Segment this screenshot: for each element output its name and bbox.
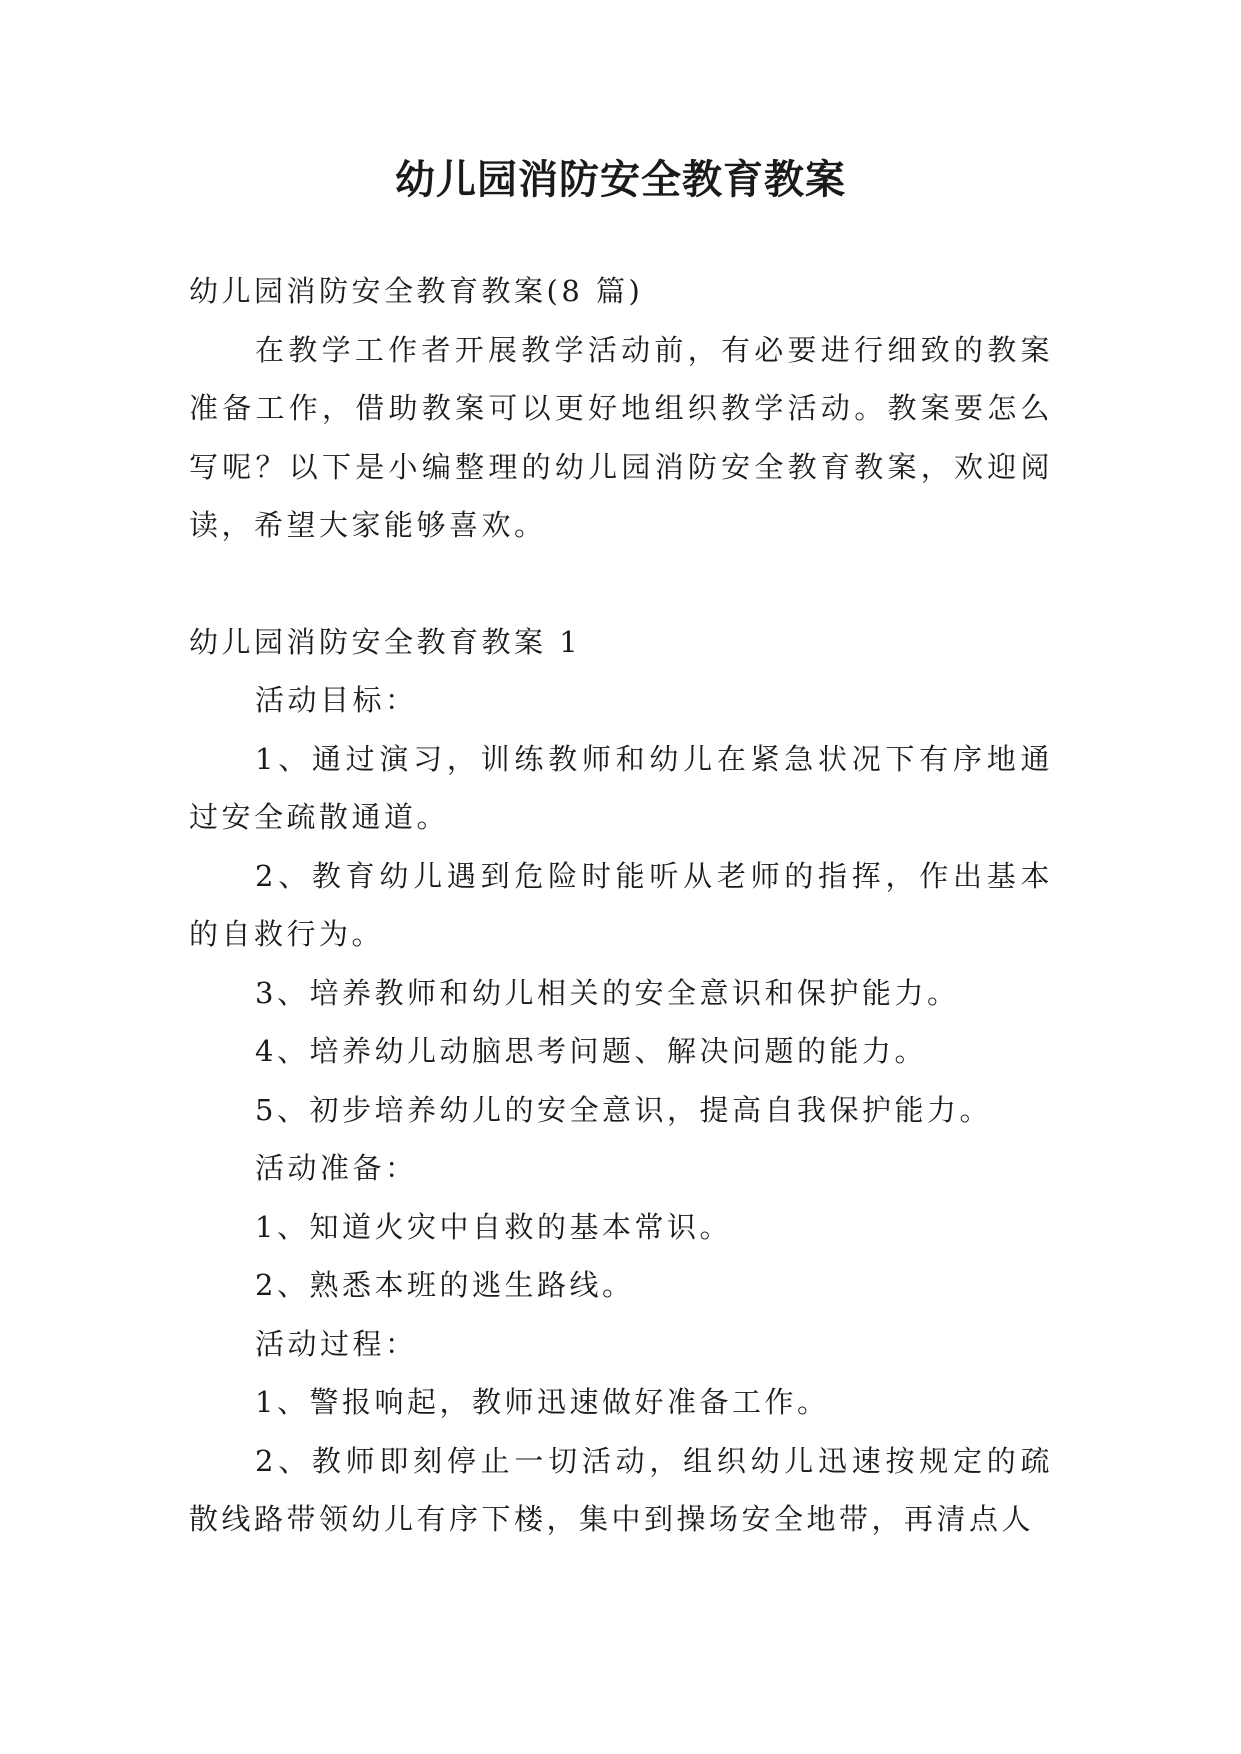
section-heading: 幼儿园消防安全教育教案 1 (189, 624, 582, 659)
goals-label: 活动目标： (255, 683, 418, 717)
prep-item: 1、知道火灾中自救的基本常识。 (255, 1209, 732, 1244)
document-title: 幼儿园消防安全教育教案 (395, 157, 846, 203)
process-item: 1、警报响起，教师迅速做好准备工作。 (255, 1385, 830, 1419)
intro-paragraph: 在教学工作者开展教学活动前，有必要进行细致的教案准备工作，借助教案可以更好地组织教学活动。教案要怎么写呢？以下是小编整理的幼儿园消防安全教育教案，欢迎阅读，希望大家能够喜欢。 (189, 332, 1053, 542)
document-body (189, 262, 1053, 1549)
prep-item: 2、熟悉本班的逃生路线。 (255, 1268, 635, 1302)
goal-item: 5、初步培养幼儿的安全意识，提高自我保护能力。 (255, 1092, 992, 1127)
goal-item: 4、培养幼儿动脑思考问题、解决问题的能力。 (255, 1034, 927, 1068)
collection-heading: 幼儿园消防安全教育教案(8 篇) (189, 274, 644, 308)
goal-item: 1、通过演习，训练教师和幼儿在紧急状况下有序地通过安全疏散通道。 (189, 741, 1053, 834)
goal-item: 3、培养教师和幼儿相关的安全意识和保护能力。 (255, 975, 960, 1010)
goal-item: 2、教育幼儿遇到危险时能听从老师的指挥，作出基本的自救行为。 (189, 858, 1053, 951)
process-item: 2、教师即刻停止一切活动，组织幼儿迅速按规定的疏散线路带领幼儿有序下楼，集中到操场安全地带，再清点人 (189, 1443, 1053, 1536)
prep-label: 活动准备： (255, 1151, 418, 1185)
process-label: 活动过程： (255, 1326, 418, 1361)
